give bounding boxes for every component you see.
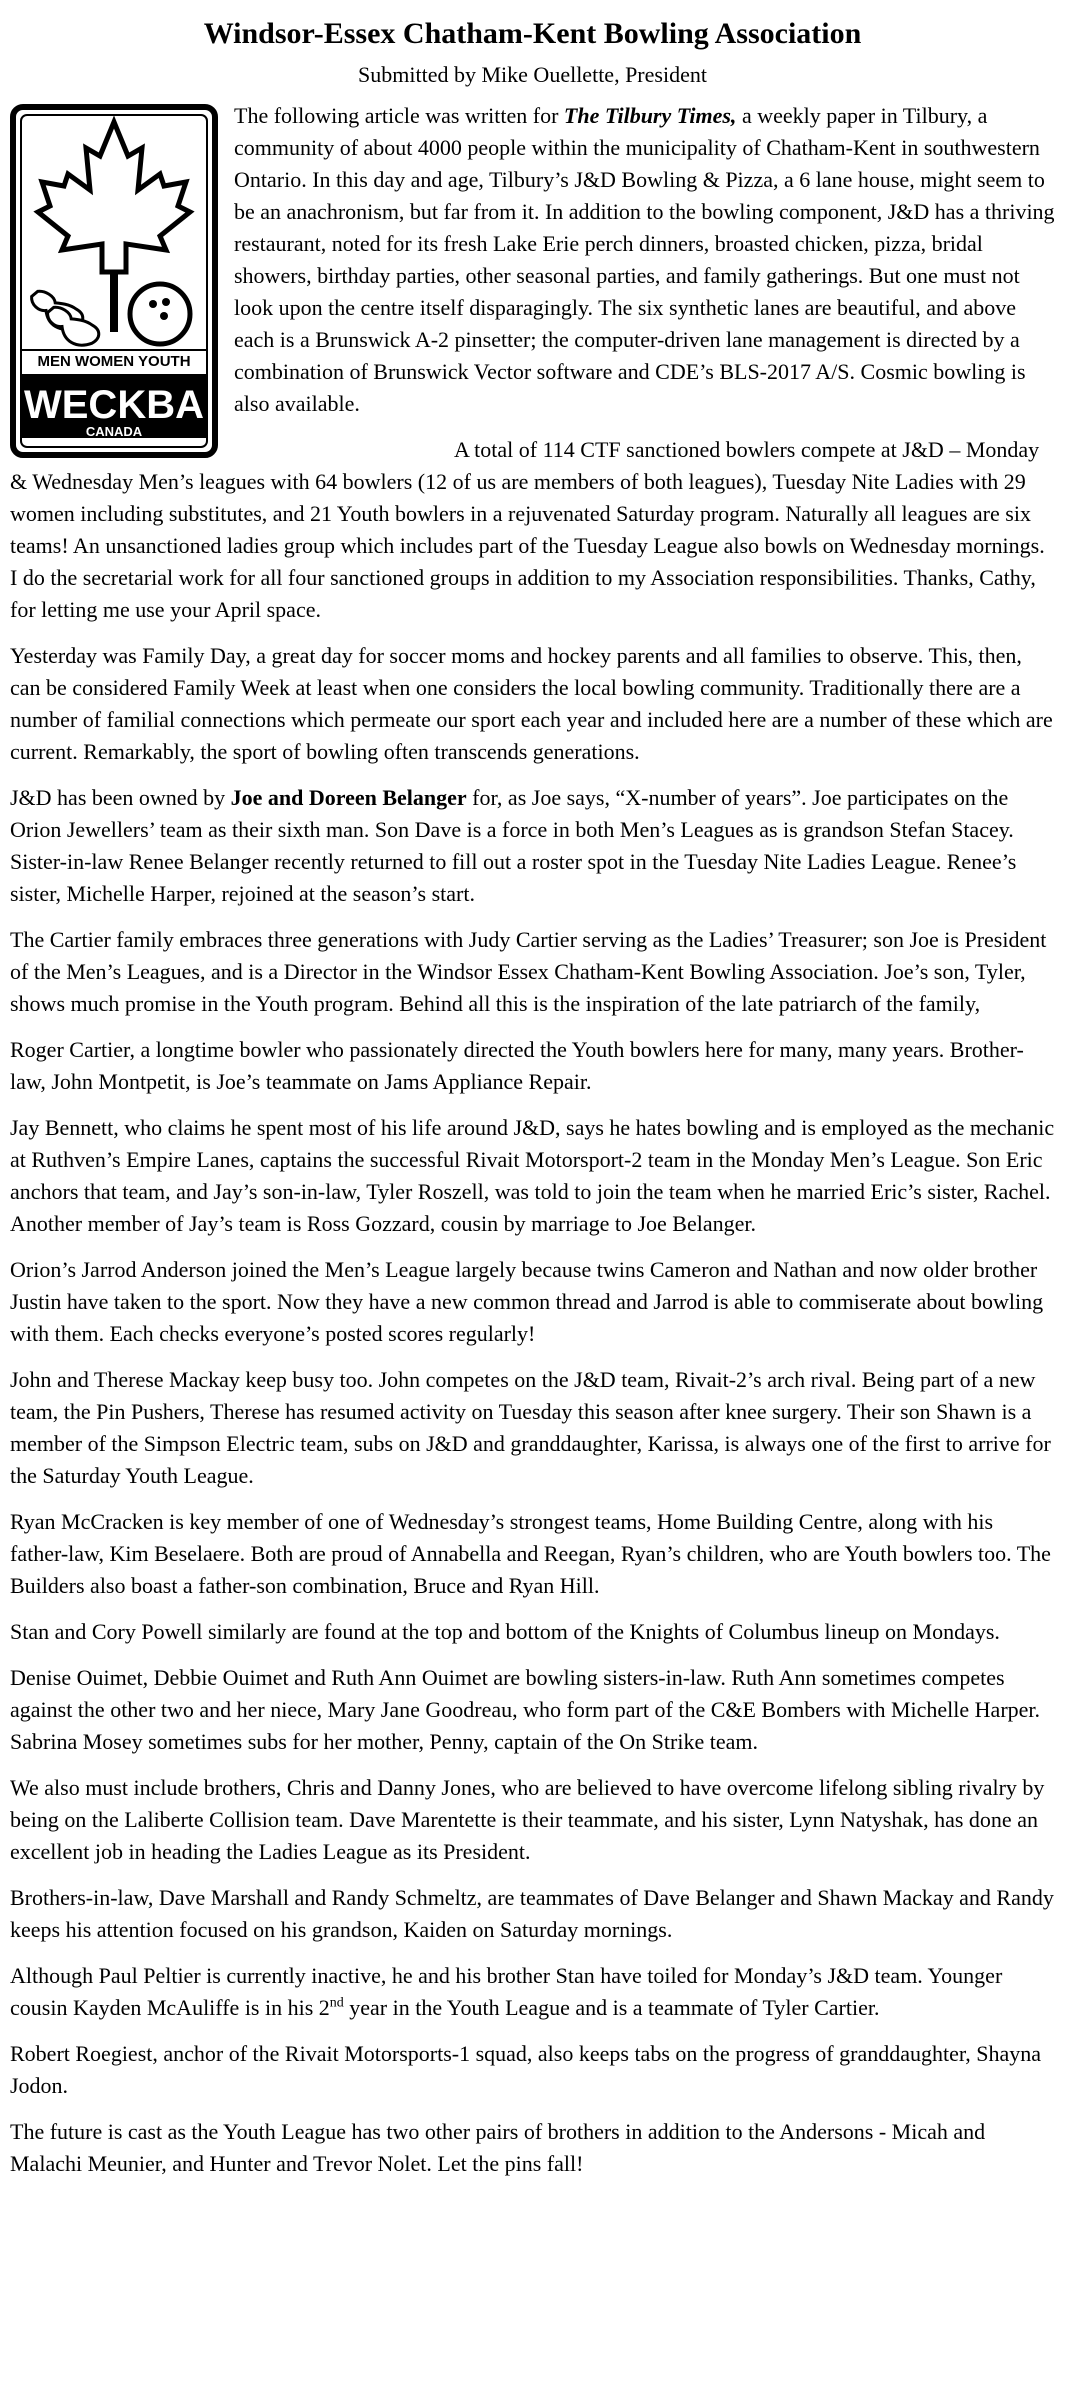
logo-country: CANADA bbox=[85, 424, 143, 439]
anderson-paragraph: Orion’s Jarrod Anderson joined the Men’s League largely because twins Cameron and Nathan and now older brother Justin have taken to the sport. Now they have a new common thread and Jarrod is able to commiserate about bowling with them. Each checks everyone’s posted scores regularly! bbox=[10, 1257, 1044, 1346]
intro-paragraph: The following article was written for The Tilbury Times, a weekly paper in Tilbury, a community of about 4000 people within the municipality of Chatham-Kent in southwestern Ontario. In this day and age, Tilbury’s J&D Bowling & Pizza, a 6 lane house, might seem to be an anachronism, but far from it. In addition to the bowling component, J&D has a thriving restaurant, noted for its fresh Lake Erie perch dinners, broasted chicken, pizza, bridal showers, birthday parties, other seasonal parties, and family gatherings. But one must not look upon the centre itself disparagingly. The six synthetic lanes are beautiful, and above each is a Brunswick A-2 pinsetter; the computer-driven lane management is directed by a combination of Brunswick Vector software and CDE’s BLS-2017 A/S. Cosmic bowling is also available. bbox=[234, 103, 1055, 416]
mackay-paragraph: John and Therese Mackay keep busy too. John competes on the J&D team, Rivait-2’s arch rival. Being part of a new team, the Pin Pushers, Therese has resumed activity on Tuesday this season after knee surgery. Their son Shawn is a member of the Simpson Electric team, subs on J&D and granddaughter, Karissa, is always one of the first to arrive for the Saturday Youth League. bbox=[10, 1367, 1051, 1488]
bennett-paragraph: Jay Bennett, who claims he spent most of his life around J&D, says he hates bowling and is employed as the mechanic at Ruthven’s Empire Lanes, captains the successful Rivait Motorsport-2 team in the Monday Men’s League. Son Eric anchors that team, and Jay’s son-in-law, Tyler Roszell, was told to join the team when he married Eric’s sister, Rachel. Another member of Jay’s team is Ross Gozzard, cousin by marriage to Joe Belanger. bbox=[10, 1115, 1055, 1236]
peltier-paragraph: Although Paul Peltier is currently inactive, he and his brother Stan have toiled for Monday’s J&D team. Younger cousin Kayden McAuliffe is in his 2nd year in the Youth League and is a teammate of Tyler Cartier. bbox=[10, 1963, 1003, 2020]
newspaper-name: The Tilbury Times, bbox=[563, 103, 737, 128]
mccracken-paragraph: Ryan McCracken is key member of one of Wednesday’s strongest teams, Home Building Centre, along with his father-law, Kim Beselaere. Both are proud of Annabella and Reegan, Ryan’s children, who are Youth bowlers too. The Builders also boast a father-son combination, Bruce and Ryan Hill. bbox=[10, 1509, 1051, 1598]
logo-tagline: MEN WOMEN YOUTH bbox=[37, 353, 191, 370]
bowling-ball-icon bbox=[130, 284, 190, 344]
weckba-logo bbox=[10, 104, 218, 458]
owners-name: Joe and Doreen Belanger bbox=[230, 785, 467, 810]
roegiest-paragraph: Robert Roegiest, anchor of the Rivait Motorsports-1 squad, also keeps tabs on the progress of granddaughter, Shayna Jodon. bbox=[10, 2041, 1042, 2098]
ouimet-paragraph: Denise Ouimet, Debbie Ouimet and Ruth Ann Ouimet are bowling sisters-in-law. Ruth Ann sometimes competes against the other two and her niece, Mary Jane Goodreau, who form part of the C&E Bombers with Michelle Harper. Sabrina Mosey sometimes subs for her mother, Penny, captain of the On Strike team. bbox=[10, 1665, 1041, 1754]
article-byline: Submitted by Mike Ouellette, President bbox=[358, 62, 707, 87]
belanger-paragraph: J&D has been owned by Joe and Doreen Belanger for, as Joe says, “X-number of years”. Joe participates on the Orion Jewellers’ team as their sixth man. Son Dave is a force in both Men’s Leagues as is grandson Stefan Stacey. Sister-in-law Renee Belanger recently returned to fill out a roster spot in the Tuesday Nite Ladies League. Renee’s sister, Michelle Harper, rejoined at the season’s start. bbox=[10, 785, 1017, 906]
cartier-paragraph: The Cartier family embraces three generations with Judy Cartier serving as the Ladies’ Treasurer; son Joe is President of the Men’s Leagues, and is a Director in the Windsor Essex Chatham-Kent Bowling Association. Joe’s son, Tyler, shows much promise in the Youth program. Behind all this is the inspiration of the late patriarch of the family, bbox=[10, 927, 1047, 1016]
article-title: Windsor-Essex Chatham-Kent Bowling Association bbox=[203, 17, 862, 50]
family-day-paragraph: Yesterday was Family Day, a great day for soccer moms and hockey parents and all families to observe. This, then, can be considered Family Week at least when one considers the local bowling community. Traditionally there are a number of familial connections which permeate our sport each year and included here are a number of these which are current. Remarkably, the sport of bowling often transcends generations. bbox=[10, 643, 1053, 764]
closing-paragraph: The future is cast as the Youth League has two other pairs of brothers in addition to the Andersons - Micah and Malachi Meunier, and Hunter and Trevor Nolet. Let the pins fall! bbox=[10, 2119, 986, 2176]
roger-cartier-paragraph: Roger Cartier, a longtime bowler who passionately directed the Youth bowlers here for many, many years. Brother-law, John Montpetit, is Joe’s teammate on Jams Appliance Repair. bbox=[10, 1037, 1024, 1094]
jones-paragraph: We also must include brothers, Chris and Danny Jones, who are believed to have overcome lifelong sibling rivalry by being on the Laliberte Collision team. Dave Marentette is their teammate, and his sister, Lynn Natyshak, has done an excellent job in heading the Ladies League as its President. bbox=[10, 1775, 1045, 1864]
logo-name: WECKBA bbox=[24, 383, 204, 427]
powell-paragraph: Stan and Cory Powell similarly are found at the top and bottom of the Knights of Columbus lineup on Mondays. bbox=[10, 1619, 1000, 1644]
bowlers-total-paragraph: A total of 114 CTF sanctioned bowlers compete at J&D – Monday & Wednesday Men’s leagues with 64 bowlers (12 of us are members of both leagues), Tuesday Nite Ladies with 29 women including substitutes, and 21 Youth bowlers in a rejuvenated Saturday program. Naturally all leagues are six teams! An unsanctioned ladies group which includes part of the Tuesday League also bowls on Wednesday mornings. I do the secretarial work for all four sanctioned groups in addition to my Association responsibilities. Thanks, Cathy, for letting me use your April space. bbox=[10, 437, 1045, 622]
marshall-paragraph: Brothers-in-law, Dave Marshall and Randy Schmeltz, are teammates of Dave Belanger and Shawn Mackay and Randy keeps his attention focused on his grandson, Kaiden on Saturday mornings. bbox=[10, 1885, 1054, 1942]
